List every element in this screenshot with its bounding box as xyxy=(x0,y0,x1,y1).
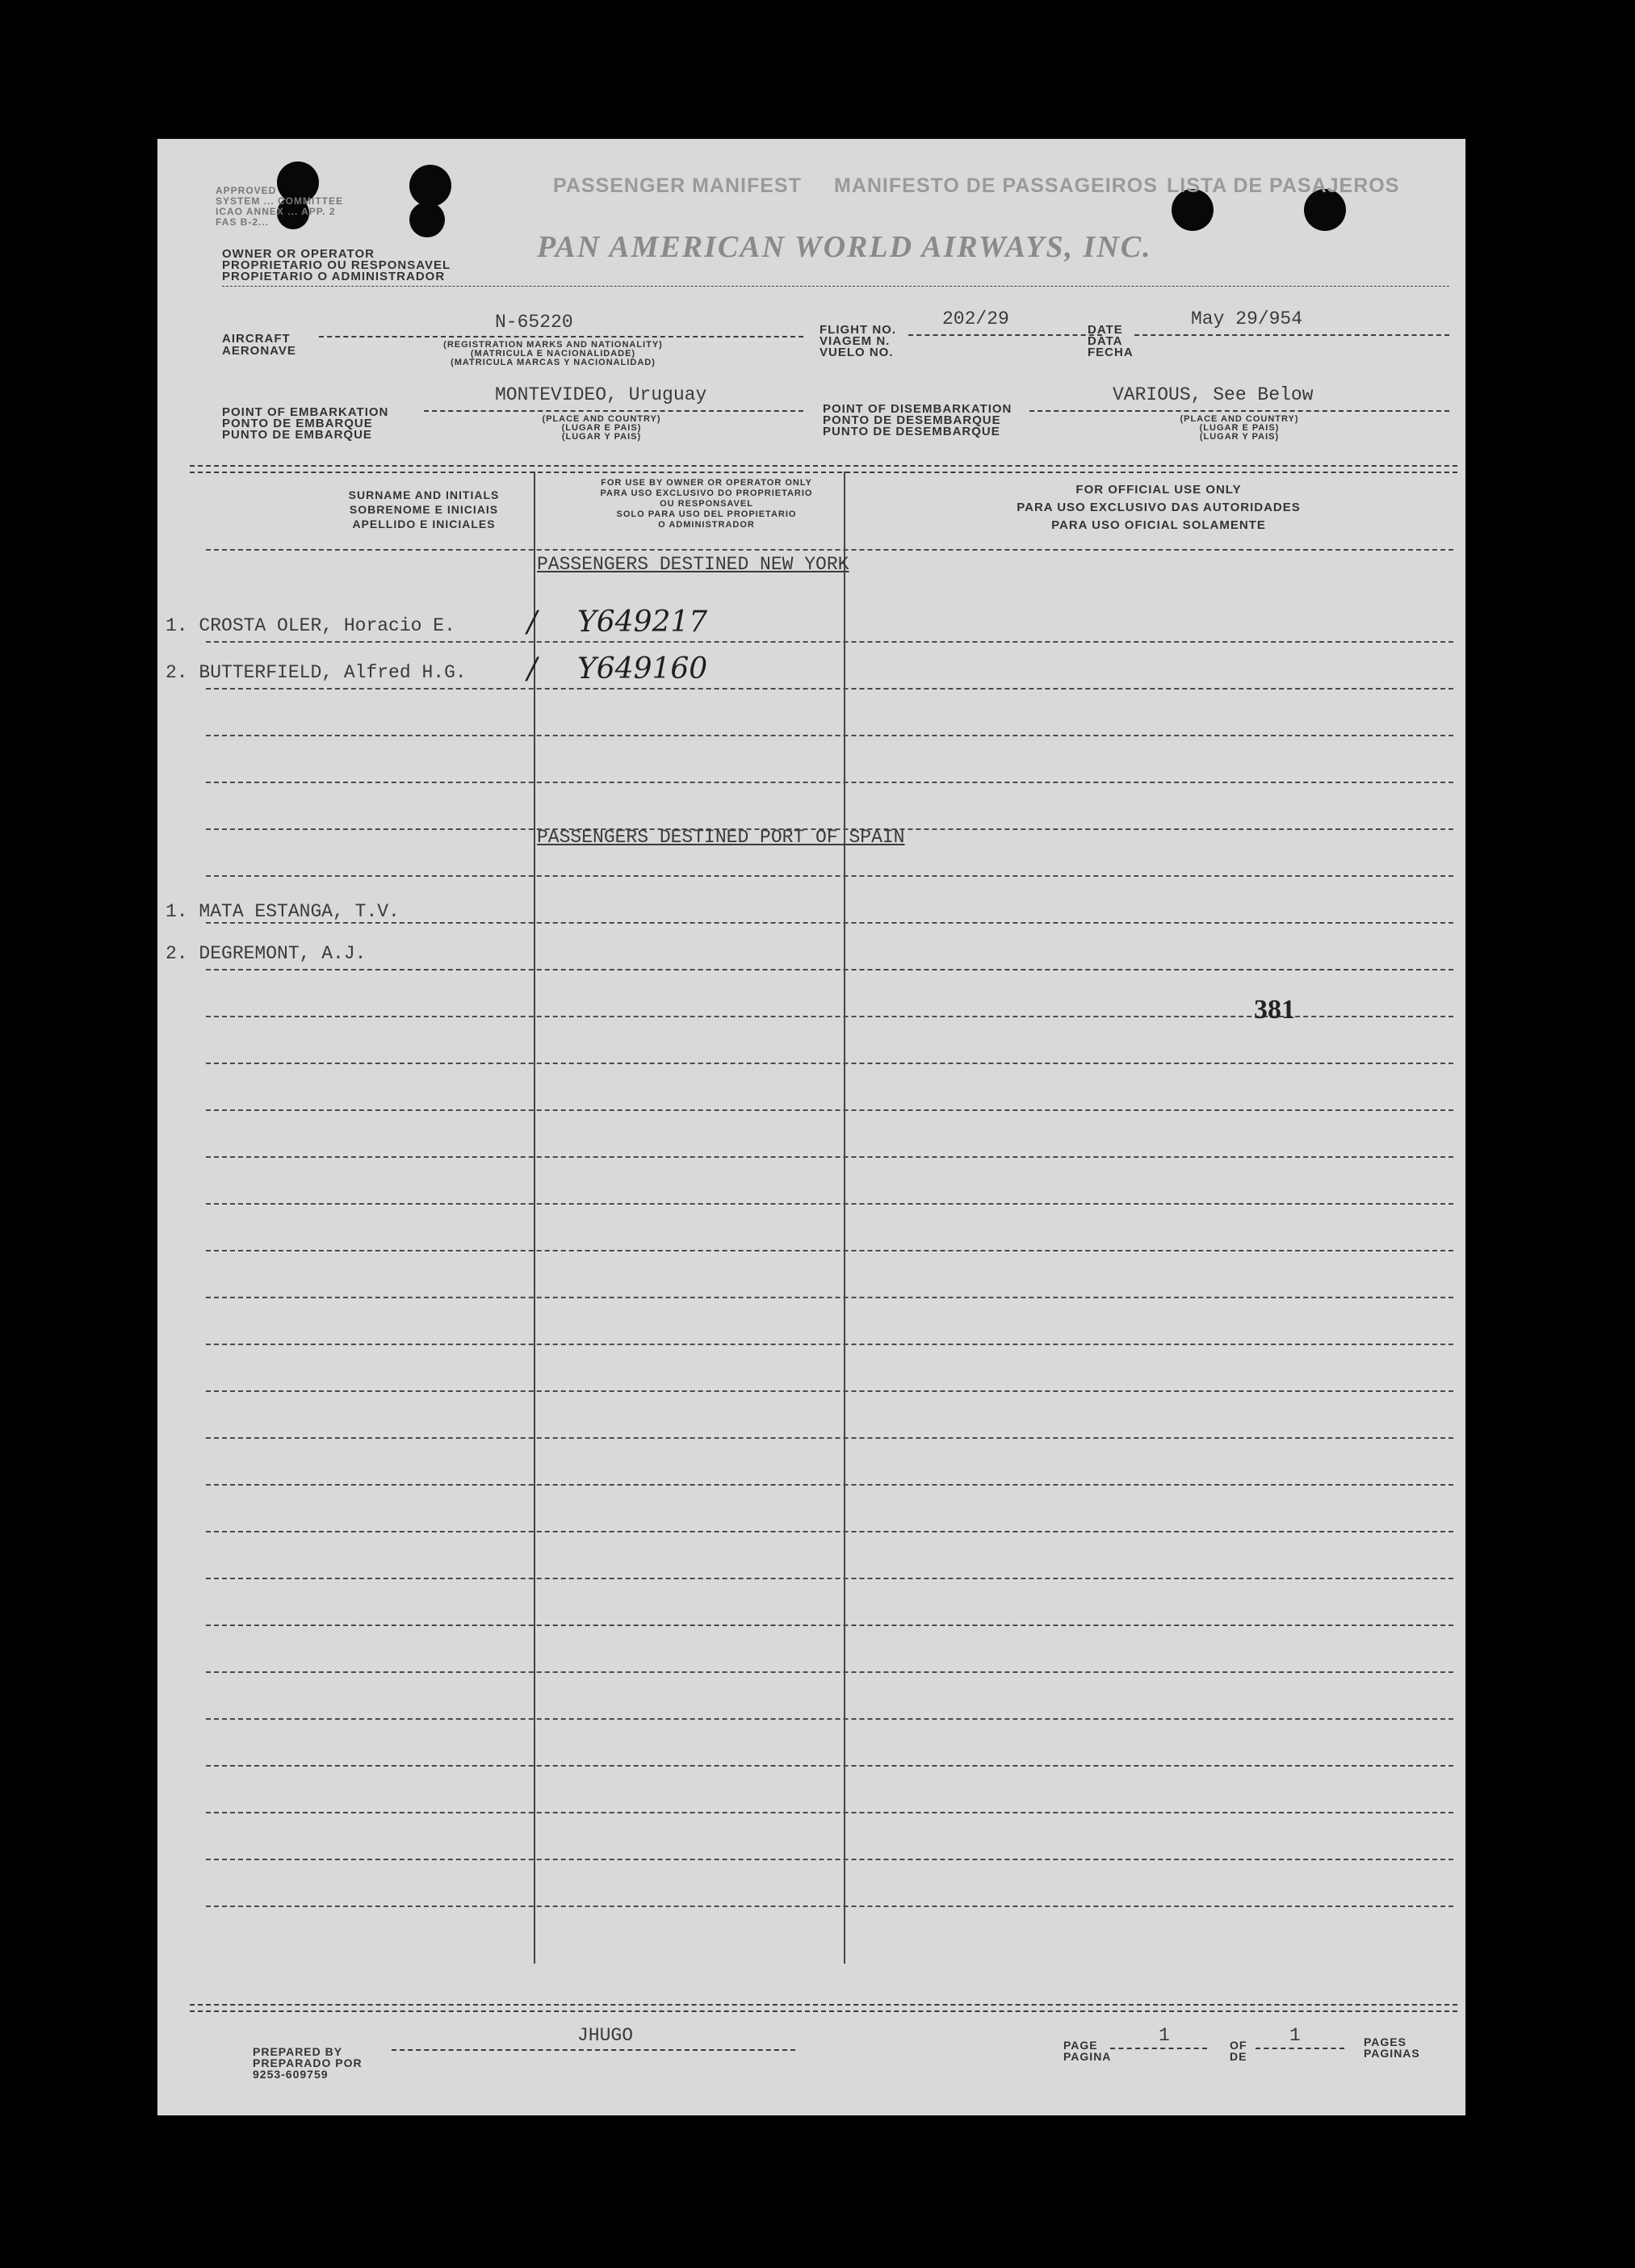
prepared-labels: PREPARED BY PREPARADO POR 9253-609759 xyxy=(253,2045,363,2081)
footer-rule xyxy=(190,2004,1457,2006)
passenger-number: 1. xyxy=(166,901,188,922)
table-row-line xyxy=(206,688,1453,690)
passenger-row xyxy=(166,943,366,964)
table-row-line xyxy=(206,1859,1453,1860)
passenger-name: CROSTA OLER, Horacio E. xyxy=(199,615,455,636)
passenger-number: 2. xyxy=(166,662,188,683)
pages-labels: PAGES PAGINAS xyxy=(1364,2035,1420,2060)
total-pages: 1 xyxy=(1289,2025,1301,2046)
table-row-line xyxy=(206,1765,1453,1767)
embarkation-sublabels: (PLACE AND COUNTRY) (LUGAR E PAIS) (LUGAR Y PAIS) xyxy=(542,414,661,442)
embarkation-place: MONTEVIDEO, Uruguay xyxy=(495,384,707,405)
table-row-line xyxy=(206,1484,1453,1486)
disembarkation-labels: POINT OF DISEMBARKATION PONTO DE DESEMBARQUE PUNTO DE DESEMBARQUE xyxy=(823,402,1012,438)
table-row-line xyxy=(206,1390,1453,1392)
column-header-official: FOR OFFICIAL USE ONLY PARA USO EXCLUSIVO DAS AUTORIDADES PARA USO OFICIAL SOLAMENTE xyxy=(1017,483,1301,532)
divider xyxy=(319,336,803,337)
table-row-line xyxy=(206,1250,1453,1251)
column-header-names: SURNAME AND INITIALS SOBRENOME E INICIAIS APELLIDO E INICIALES xyxy=(348,488,500,530)
table-row-line xyxy=(206,1297,1453,1298)
operator-name: PAN AMERICAN WORLD AIRWAYS, INC. xyxy=(537,230,1152,264)
table-row-line xyxy=(206,735,1453,736)
column-divider xyxy=(844,472,845,1964)
table-row-line xyxy=(206,1812,1453,1813)
prepared-by: JHUGO xyxy=(577,2025,634,2046)
table-row-line xyxy=(206,1905,1453,1907)
passenger-name: DEGREMONT, A.J. xyxy=(199,943,367,964)
table-row-line xyxy=(206,1718,1453,1720)
embarkation-labels: POINT OF EMBARKATION PONTO DE EMBARQUE PUNTO DE EMBARQUE xyxy=(222,405,389,442)
date-value: May 29/954 xyxy=(1191,308,1303,329)
stamp-number: 381 xyxy=(1254,995,1295,1025)
flight-number: 202/29 xyxy=(942,308,1009,329)
ticket-number: Y649160 xyxy=(577,652,708,685)
divider xyxy=(392,2049,795,2051)
table-row-line xyxy=(206,1203,1453,1205)
divider xyxy=(1029,410,1449,412)
table-row-line xyxy=(206,1063,1453,1064)
divider xyxy=(1134,334,1449,336)
title-spanish: LISTA DE PASAJEROS xyxy=(1167,174,1400,197)
passenger-name: BUTTERFIELD, Alfred H.G. xyxy=(199,662,467,683)
table-row-line xyxy=(206,875,1453,877)
passenger-name: MATA ESTANGA, T.V. xyxy=(199,901,400,922)
table-row-line xyxy=(206,969,1453,971)
ticket-number: Y649217 xyxy=(577,606,708,639)
column-divider xyxy=(534,472,535,1964)
check-mark: / xyxy=(527,652,538,685)
passenger-row xyxy=(166,615,455,636)
form-codes: APPROVED SYSTEM ... COMMITTEE ICAO ANNEX ... APP. 2 FAS B-2... xyxy=(216,185,344,228)
table-row-line xyxy=(206,1578,1453,1579)
divider xyxy=(1110,2048,1207,2049)
table-row-line xyxy=(206,641,1453,643)
date-labels: DATE DATA FECHA xyxy=(1088,323,1134,359)
header-rule xyxy=(190,472,1457,473)
divider xyxy=(222,286,1449,287)
passenger-row xyxy=(166,901,400,922)
passenger-row xyxy=(166,662,467,683)
table-row-line xyxy=(206,549,1453,551)
group-heading: PASSENGERS DESTINED NEW YORK xyxy=(537,554,849,575)
header-rule xyxy=(190,465,1457,467)
manifest-sheet xyxy=(157,139,1465,2115)
operator-labels: OWNER OR OPERATOR PROPRIETARIO OU RESPONSAVEL PROPIETARIO O ADMINISTRADOR xyxy=(222,247,451,283)
flight-labels: FLIGHT NO. VIAGEM N. VUELO NO. xyxy=(820,323,896,359)
page-number: 1 xyxy=(1159,2025,1170,2046)
punch-hole xyxy=(409,202,445,237)
divider xyxy=(1256,2048,1344,2049)
aircraft-registration: N-65220 xyxy=(495,312,573,333)
table-row-line xyxy=(206,1671,1453,1673)
disembarkation-place: VARIOUS, See Below xyxy=(1113,384,1314,405)
column-header-operator: FOR USE BY OWNER OR OPERATOR ONLY PARA USO EXCLUSIVO DO PROPRIETARIO OU RESPONSAVEL SOLO PARA USO DEL PROPIETARIO O ADMINISTRADOR xyxy=(600,478,813,530)
of-labels: OF DE xyxy=(1230,2039,1247,2063)
table-row-line xyxy=(206,1109,1453,1111)
passenger-number: 1. xyxy=(166,615,188,636)
punch-hole xyxy=(409,165,451,207)
check-mark: / xyxy=(527,606,538,639)
disembarkation-sublabels: (PLACE AND COUNTRY) (LUGAR E PAIS) (LUGAR Y PAIS) xyxy=(1180,414,1299,442)
table-row-line xyxy=(206,1437,1453,1439)
divider xyxy=(424,410,803,412)
table-row-line xyxy=(206,1156,1453,1158)
title-english: PASSENGER MANIFEST xyxy=(553,174,802,197)
aircraft-labels: AIRCRAFT AERONAVE xyxy=(222,332,296,358)
table-row-line xyxy=(206,1624,1453,1626)
table-row-line xyxy=(206,1344,1453,1345)
footer-rule xyxy=(190,2010,1457,2012)
table-row-line xyxy=(206,1531,1453,1532)
page-labels: PAGE PAGINA xyxy=(1063,2039,1112,2063)
divider xyxy=(908,334,1102,336)
title-portuguese: MANIFESTO DE PASSAGEIROS xyxy=(834,174,1158,197)
group-heading: PASSENGERS DESTINED PORT OF SPAIN xyxy=(537,827,905,848)
table-row-line xyxy=(206,922,1453,924)
passenger-number: 2. xyxy=(166,943,188,964)
aircraft-sublabels: (REGISTRATION MARKS AND NATIONALITY) (MATRICULA E NACIONALIDADE) (MATRICULA MARCAS Y NACIONALIDAD) xyxy=(443,340,663,367)
table-row-line xyxy=(206,782,1453,783)
